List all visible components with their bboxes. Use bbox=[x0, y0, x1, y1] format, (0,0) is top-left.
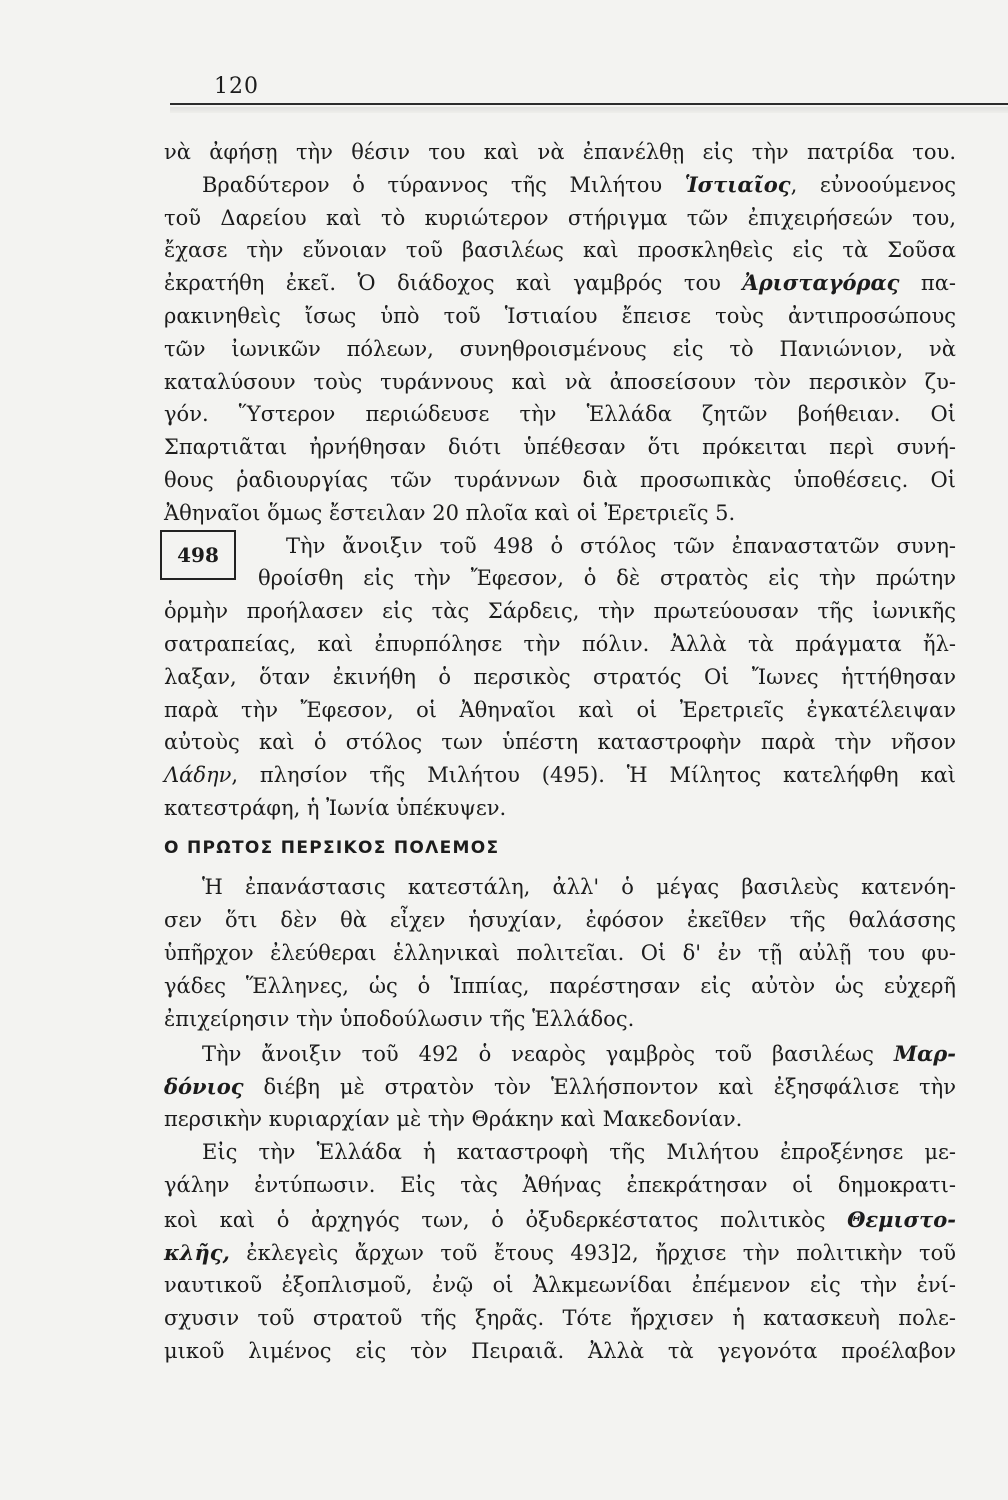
text-line bbox=[164, 1236, 956, 1269]
text-run: ναυτικοῦ ἐξοπλισμοῦ, ἐνῷ οἱ Ἀλκμεωνίδαι ἐπέμενον εἰς τὴν ἐνί- bbox=[164, 1272, 956, 1297]
text-run: Εἰς τὴν Ἑλλάδα ἡ καταστροφὴ τῆς Μιλήτου ἐπροξένησε με- bbox=[202, 1140, 956, 1165]
emphasized-name: Ἀρισταγόρας bbox=[742, 270, 900, 296]
text-run: γάδες Ἕλληνες, ὡς ὁ Ἱππίας, παρέστησαν εἰς αὐτὸν ὡς εὐχερῆ bbox=[164, 974, 956, 999]
emphasized-name: Ἱστιαῖος bbox=[684, 171, 791, 197]
text-line bbox=[164, 398, 956, 431]
text-run: γόν. Ὕστερον περιώδευσε τὴν Ἑλλάδα ζητῶν βοήθειαν. Οἱ bbox=[164, 402, 956, 427]
text-run: πα- bbox=[899, 271, 956, 296]
emphasized-name: Μαρ- bbox=[893, 1040, 956, 1066]
text-run: μικοῦ λιμένος εἰς τὸν Πειραιᾶ. Ἀλλὰ τὰ γεγονότα προέλαβον bbox=[164, 1339, 956, 1364]
text-line bbox=[164, 431, 956, 464]
text-line bbox=[164, 1003, 956, 1036]
emphasized-name: δόνιος bbox=[164, 1073, 244, 1099]
text-run: ὁρμὴν προήλασεν εἰς τὰς Σάρδεις, τὴν πρωτεύουσαν τῆς ἰωνικῆς bbox=[164, 599, 956, 624]
text-run: Τὴν ἄνοιξιν τοῦ 498 ὁ στόλος τῶν ἐπαναστατῶν συνη- bbox=[286, 533, 956, 558]
text-run: ἔχασε τὴν εὔνοιαν τοῦ βασιλέως καὶ προσκληθεὶς εἰς τὰ Σοῦσα bbox=[164, 238, 956, 263]
text-line bbox=[164, 300, 956, 333]
text-run: , εὐνοούμενος bbox=[790, 172, 956, 197]
paragraph bbox=[164, 169, 956, 530]
paragraph bbox=[164, 871, 956, 1037]
paragraph-continues bbox=[164, 1136, 956, 1368]
text-line bbox=[164, 1169, 956, 1202]
text-run: νὰ ἀφήσῃ τὴν θέσιν του καὶ νὰ ἐπανέλθῃ εἰς τὴν πατρίδα του. bbox=[164, 140, 956, 164]
text-line bbox=[164, 333, 956, 366]
text-line bbox=[164, 1302, 956, 1335]
text-line bbox=[164, 1037, 956, 1070]
text-run: , πλησίον τῆς Μιλήτου (495). Ἡ Μίλητος κατελήφθη καὶ bbox=[231, 763, 956, 788]
text-line bbox=[164, 1203, 956, 1236]
text-line bbox=[164, 595, 956, 628]
text-line bbox=[164, 169, 956, 202]
text-run: θροίσθη εἰς τὴν Ἔφεσον, ὁ δὲ στρατὸς εἰς τὴν πρώτην bbox=[258, 566, 956, 591]
text-line bbox=[164, 1103, 956, 1136]
text-line bbox=[164, 792, 956, 825]
text-run: θους ῥαδιουργίας τῶν τυράννων διὰ προσωπικὰς ὑποθέσεις. Οἱ bbox=[164, 467, 956, 492]
text-run: Ἀθηναῖοι ὅμως ἔστειλαν 20 πλοῖα καὶ οἱ Ἐρετριεῖς 5. bbox=[164, 500, 736, 525]
margin-note-year: 498 bbox=[177, 543, 219, 567]
text-run: γάλην ἐντύπωσιν. Εἰς τὰς Ἀθήνας ἐπεκράτησαν οἱ δημοκρατι- bbox=[164, 1173, 956, 1198]
text-line bbox=[164, 871, 956, 904]
text-run: ἐκλεγεὶς ἄρχων τοῦ ἔτους 493]2, ἤρχισε τὴν πολιτικὴν τοῦ bbox=[229, 1240, 956, 1265]
text-run: σχυσιν τοῦ στρατοῦ τῆς ξηρᾶς. Τότε ἤρχισεν ἡ κατασκευὴ πολε- bbox=[164, 1306, 956, 1331]
text-line bbox=[164, 366, 956, 399]
text-run: ἐπιχείρησιν τὴν ὑποδούλωσιν τῆς Ἑλλάδος. bbox=[164, 1007, 635, 1032]
margin-note-box bbox=[160, 530, 236, 580]
text-line bbox=[164, 759, 956, 792]
header-rule-shadow bbox=[170, 107, 1008, 113]
page-number: 120 bbox=[214, 74, 259, 99]
text-line bbox=[164, 1136, 956, 1169]
text-block bbox=[164, 136, 956, 1369]
text-line bbox=[164, 562, 956, 595]
text-run: Βραδύτερον ὁ τύραννος τῆς Μιλήτου bbox=[202, 172, 685, 197]
text-line bbox=[164, 726, 956, 759]
text-run: παρὰ τὴν Ἔφεσον, οἱ Ἀθηναῖοι καὶ οἱ Ἐρετριεῖς ἐγκατέλειψαν bbox=[164, 697, 956, 722]
text-line bbox=[164, 1070, 956, 1103]
text-line bbox=[164, 628, 956, 661]
text-run: καταλύσουν τοὺς τυράννους καὶ νὰ ἀποσείσουν τὸν περσικὸν ζυ- bbox=[164, 369, 956, 394]
text-line bbox=[164, 904, 956, 937]
text-line bbox=[164, 202, 956, 235]
text-run: διέβη μὲ στρατὸν τὸν Ἑλλήσποντον καὶ ἐξησφάλισε τὴν bbox=[243, 1074, 956, 1099]
paragraph-498 bbox=[164, 530, 956, 825]
text-run: κατεστράφη, ἡ Ἰωνία ὑπέκυψεν. bbox=[164, 795, 507, 820]
text-run: περσικὴν κυριαρχίαν μὲ τὴν Θράκην καὶ Μακεδονίαν. bbox=[164, 1107, 743, 1132]
text-run: λαξαν, ὅταν ἐκινήθη ὁ περσικὸς στρατός Οἱ Ἴωνες ἡττήθησαν bbox=[164, 664, 956, 689]
text-line bbox=[164, 1335, 956, 1368]
text-line bbox=[164, 1269, 956, 1302]
text-run: τοῦ Δαρείου καὶ τὸ κυριώτερον στήριγμα τῶν ἐπιχειρήσεών του, bbox=[164, 205, 956, 230]
text-line bbox=[164, 530, 956, 563]
text-run: αὐτοὺς καὶ ὁ στόλος των ὑπέστη καταστροφὴν παρὰ τὴν νῆσον bbox=[164, 730, 956, 755]
text-line bbox=[164, 937, 956, 970]
text-run: Τὴν ἄνοιξιν τοῦ 492 ὁ νεαρὸς γαμβρὸς τοῦ βασιλέως bbox=[202, 1041, 894, 1066]
text-line bbox=[164, 136, 956, 169]
text-run: σεν ὅτι δὲν θὰ εἶχεν ἡσυχίαν, ἐφόσον ἐκεῖθεν τῆς θαλάσσης bbox=[164, 907, 956, 932]
text-line bbox=[164, 970, 956, 1003]
text-run: σατραπείας, καὶ ἐπυρπόλησε τὴν πόλιν. Ἀλλὰ τὰ πράγματα ἤλ- bbox=[164, 631, 956, 656]
text-run: Σπαρτιᾶται ἠρνήθησαν διότι ὑπέθεσαν ὅτι πρόκειται περὶ συνή- bbox=[164, 435, 956, 460]
text-line bbox=[164, 234, 956, 267]
section-heading: Ο ΠΡΩΤΟΣ ΠΕΡΣΙΚΟΣ ΠΟΛΕΜΟΣ bbox=[164, 837, 500, 858]
text-line bbox=[164, 661, 956, 694]
header-rule bbox=[170, 103, 1008, 105]
text-run: ρακινηθεὶς ἴσως ὑπὸ τοῦ Ἱστιαίου ἔπεισε τοὺς ἀντιπροσώπους bbox=[164, 303, 956, 328]
section-body bbox=[164, 871, 956, 1369]
text-run: ὑπῆρχον ἐλεύθεραι ἑλληνικαὶ πολιτεῖαι. Οἱ δ' ἐν τῇ αὐλῇ του φυ- bbox=[164, 941, 956, 966]
emphasized-name: κλῆς, bbox=[164, 1239, 230, 1265]
text-run: τῶν ἰωνικῶν πόλεων, συνηθροισμένους εἰς τὸ Πανιώνιον, νὰ bbox=[164, 336, 956, 361]
text-line bbox=[164, 464, 956, 497]
text-run: Ἡ ἐπανάστασις κατεστάλη, ἀλλ' ὁ μέγας βασιλεὺς κατενόη- bbox=[202, 874, 956, 899]
paragraph-continuation bbox=[164, 136, 956, 169]
text-run: ἐκρατήθη ἐκεῖ. Ὁ διάδοχος καὶ γαμβρός του bbox=[164, 271, 743, 296]
text-line bbox=[164, 497, 956, 530]
text-line bbox=[164, 267, 956, 300]
emphasized-name: Θεμιστο- bbox=[847, 1206, 956, 1232]
emphasized-name: Λάδην bbox=[164, 763, 232, 788]
paragraph bbox=[164, 1037, 956, 1137]
text-line bbox=[164, 694, 956, 727]
text-run: κοὶ καὶ ὁ ἀρχηγός των, ὁ ὀξυδερκέστατος πολιτικὸς bbox=[164, 1207, 848, 1232]
